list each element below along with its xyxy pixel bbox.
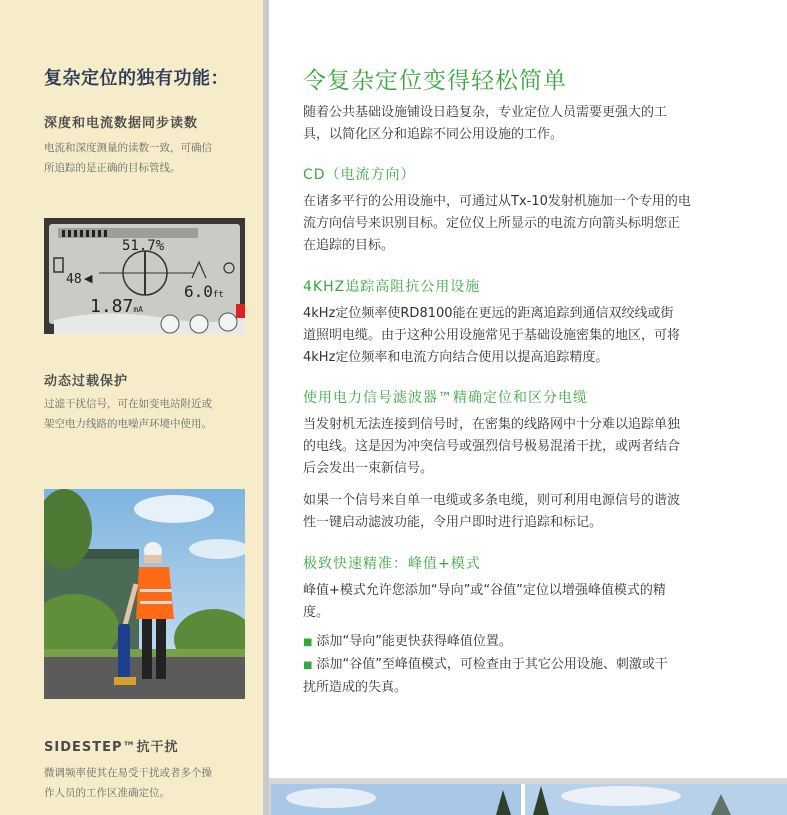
list-item-text: 添加“谷值”至峰值模式，可检查由于其它公用设施、刺激或干 — [316, 657, 668, 672]
list-item-text: 扰所造成的失真。 — [303, 680, 408, 695]
lcd-depth-unit: ft — [212, 290, 224, 300]
sidebar — [0, 0, 263, 815]
feature-desc-line: 微调频率使其在易受干扰或者多个操 — [44, 767, 212, 779]
paragraph-line: 峰值+模式允许您添加“导向”或“谷值”定位以增强峰值模式的精 — [303, 583, 666, 598]
feature-desc-sidestep — [44, 763, 244, 803]
paragraph-line: 性一键启动滤波功能，令用户即时进行追踪和标记。 — [303, 515, 603, 530]
feature-desc-line: 架空电力线路的电噪声环境中使用。 — [44, 418, 212, 430]
feature-title-sidestep: SIDESTEP™抗干扰 — [44, 740, 179, 755]
paragraph-line: 具，以简化区分和追踪不同公用设施的工作。 — [303, 127, 564, 142]
paragraph-line: 的电线。这是因为冲突信号或强烈信号极易混淆干扰，或两者结合 — [303, 439, 681, 454]
section-heading-cd: CD（电流方向） — [303, 167, 416, 183]
filter-paragraph-1 — [303, 414, 747, 480]
lcd-percent: 51.7% — [122, 238, 165, 254]
paragraph-line: 当发射机无法连接到信号时，在密集的线路网中十分难以追踪单独 — [303, 417, 681, 432]
lcd-current-value: 1.87 — [90, 296, 134, 317]
feature-desc-line: 过滤干扰信号，可在如变电站附近或 — [44, 398, 212, 410]
feature-title-sync-readout: 深度和电流数据同步读数 — [44, 116, 199, 131]
khz-paragraph — [303, 303, 747, 369]
paragraph-line: 流方向信号来识别目标。定位仪上所显示的电流方向箭头标明您正 — [303, 216, 681, 231]
paragraph-line: 随着公共基础设施铺设日趋复杂，专业定位人员需要更强大的工 — [303, 105, 668, 120]
lcd-depth — [184, 282, 224, 301]
field-worker-photo — [44, 489, 245, 699]
lcd-display-photo — [44, 218, 245, 334]
feature-desc-line: 电流和深度测量的读数一致，可确信 — [44, 142, 212, 154]
list-item — [303, 631, 747, 654]
feature-desc-line: 所追踪的是正确的目标管线。 — [44, 162, 181, 174]
intro-paragraph — [303, 102, 747, 146]
filter-paragraph-2 — [303, 490, 747, 534]
field-worker-illustration — [44, 489, 245, 699]
lcd-current-unit: mA — [133, 305, 143, 314]
bullet-square-icon: ■ — [303, 637, 313, 648]
bottom-photo-strip — [271, 784, 787, 815]
paragraph-line: 在追踪的目标。 — [303, 238, 395, 253]
list-item — [303, 654, 747, 677]
peak-paragraph — [303, 580, 747, 624]
list-item-text: 添加“导向”能更快获得峰值位置。 — [316, 634, 512, 649]
paragraph-line: 度。 — [303, 605, 330, 620]
column-divider — [263, 0, 269, 815]
bullet-square-icon: ■ — [303, 660, 313, 671]
paragraph-line: 道照明电缆。由于这种公用设施常见于基础设施密集的地区，可将 — [303, 328, 681, 343]
feature-desc-overload-protection — [44, 394, 244, 434]
cd-paragraph — [303, 191, 747, 257]
section-heading-power-filter: 使用电力信号滤波器™精确定位和区分电缆 — [303, 390, 588, 406]
paragraph-line: 4kHz定位频率和电流方向结合使用以提高追踪精度。 — [303, 350, 609, 365]
page-title: 令复杂定位变得轻松简单 — [303, 68, 567, 94]
paragraph-line: 在诸多平行的公用设施中，可通过从Tx-10发射机施加一个专用的电 — [303, 194, 691, 209]
bottom-photo-illustration — [271, 784, 787, 815]
lcd-volume: 48 — [66, 272, 82, 287]
lcd-depth-value: 6.0 — [184, 282, 213, 301]
sidebar-heading: 复杂定位的独有功能： — [44, 68, 229, 89]
section-heading-4khz: 4KHZ追踪高阻抗公用设施 — [303, 279, 481, 295]
paragraph-line: 后会发出一束新信号。 — [303, 461, 434, 476]
section-heading-peak-plus: 极致快速精准：峰值+模式 — [303, 556, 481, 572]
speaker-icon: ◀ — [84, 272, 93, 285]
feature-desc-sync-readout — [44, 138, 244, 178]
feature-title-overload-protection: 动态过载保护 — [44, 374, 129, 389]
paragraph-line: 如果一个信号来自单一电缆或多条电缆，则可利用电源信号的谐波 — [303, 493, 681, 508]
lcd-current — [90, 296, 143, 317]
feature-desc-line: 作人员的工作区准确定位。 — [44, 787, 170, 799]
paragraph-line: 4kHz定位频率使RD8100能在更远的距离追踪到通信双绞线或街 — [303, 306, 674, 321]
peak-bullet-list — [303, 631, 747, 699]
